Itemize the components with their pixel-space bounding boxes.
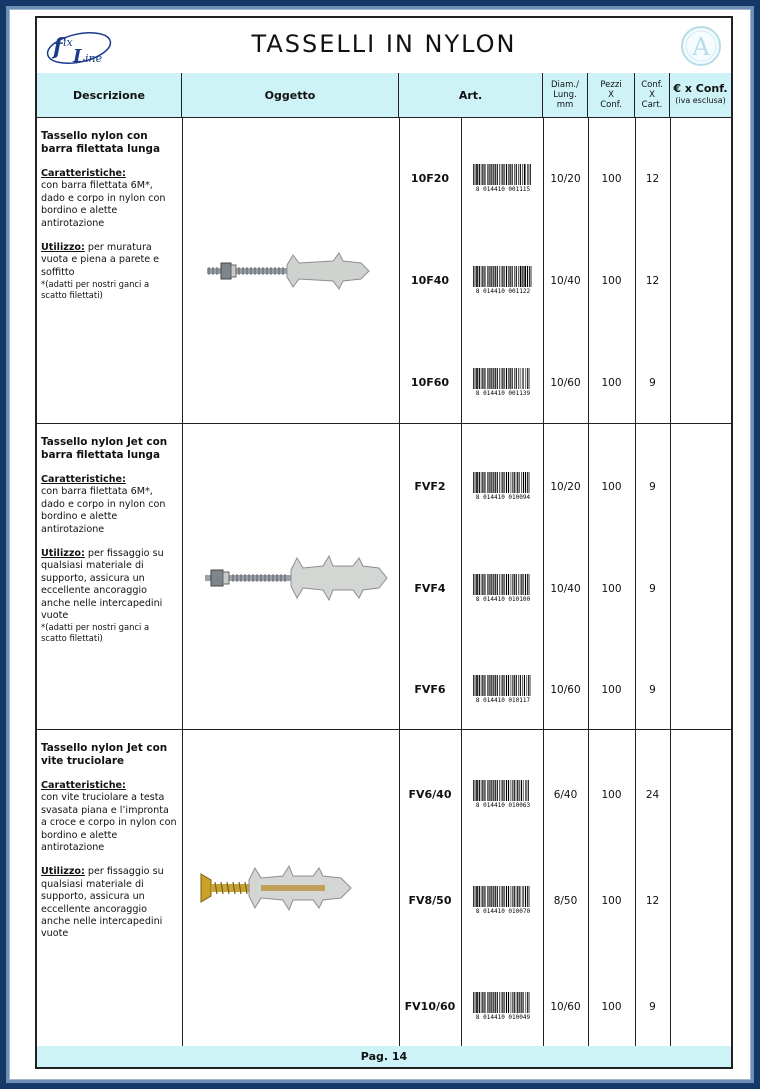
article-row — [37, 998, 731, 1018]
conf-value: 9 — [649, 583, 656, 595]
article-code: FV6/40 — [408, 788, 452, 801]
svg-text:ix: ix — [63, 36, 73, 49]
col-conf-l3: Cart. — [641, 100, 663, 110]
col-pezzi-l2: X — [608, 90, 614, 100]
article-code: FV10/60 — [404, 1000, 456, 1013]
col-diam-l2: Lung. — [553, 90, 577, 100]
page-number: Pag. 14 — [37, 1046, 731, 1067]
conf-value: 9 — [649, 377, 656, 389]
svg-text:f: f — [53, 34, 63, 60]
product-block — [37, 118, 731, 424]
diam-value: 10/20 — [550, 173, 581, 185]
article-row — [37, 478, 731, 498]
pezzi-value: 100 — [601, 275, 622, 287]
conf-value: 24 — [645, 789, 660, 801]
product-block — [37, 424, 731, 730]
conf-value: 9 — [649, 684, 656, 696]
diam-value: 10/60 — [550, 377, 581, 389]
svg-text:8 014410 001115: 8 014410 001115 — [475, 186, 531, 192]
col-conf-l2: X — [649, 90, 655, 100]
table-header — [37, 73, 731, 118]
article-row — [37, 580, 731, 600]
col-pezzi-l1: Pezzi — [600, 80, 622, 90]
page-title: TASSELLI IN NYLON — [251, 30, 517, 58]
usage-text: per fissaggio su qualsiasi materiale di supporto, assicura un eccellente ancoraggio anche nelle intercapedini vuote — [41, 548, 164, 622]
svg-text:8 014410 001122: 8 014410 001122 — [475, 288, 531, 294]
conf-value: 12 — [645, 173, 660, 185]
article-row — [37, 892, 731, 912]
characteristics-label: Caratteristiche: — [41, 780, 126, 791]
barcode — [467, 164, 539, 192]
usage-text: per fissaggio su qualsiasi materiale di supporto, assicura un eccellente ancoraggio anche nelle intercapedini vuote — [41, 866, 164, 940]
col-price-note: (iva esclusa) — [675, 96, 726, 105]
diam-value: 10/40 — [550, 275, 581, 287]
diam-value: 10/20 — [550, 481, 581, 493]
svg-text:8 014410 010070: 8 014410 010070 — [475, 908, 531, 914]
product-name: Tassello nylon Jet con barra filettata lunga — [41, 436, 168, 461]
diam-value: 10/60 — [550, 1001, 581, 1013]
col-diam — [543, 73, 588, 117]
barcode — [467, 992, 539, 1020]
catalog-sheet — [35, 16, 733, 1069]
barcode — [467, 574, 539, 602]
diam-value: 10/60 — [550, 684, 581, 696]
svg-text:8 014410 010117: 8 014410 010117 — [475, 697, 531, 703]
col-price — [670, 73, 731, 117]
article-code: FVF4 — [414, 582, 446, 595]
diam-value: 10/40 — [550, 583, 581, 595]
pezzi-value: 100 — [601, 173, 622, 185]
svg-text:ine: ine — [85, 52, 103, 65]
product-block — [37, 730, 731, 1047]
article-code: 10F20 — [410, 172, 450, 185]
diam-value: 6/40 — [553, 789, 578, 801]
svg-text:A: A — [692, 33, 710, 61]
page-frame — [9, 9, 751, 1080]
characteristics-label: Caratteristiche: — [41, 474, 126, 485]
barcode — [467, 472, 539, 500]
product-name: Tassello nylon Jet con vite truciolare — [41, 742, 168, 767]
article-code: FV8/50 — [408, 894, 452, 907]
col-oggetto: Oggetto — [182, 73, 399, 117]
barcode — [467, 266, 539, 294]
characteristics-text: con barra filettata 6M*, dado e corpo in nylon con bordino e alette antirotazione — [41, 486, 166, 535]
usage-label: Utilizzo: — [41, 866, 85, 878]
article-row — [37, 272, 731, 292]
pezzi-value: 100 — [601, 1001, 622, 1013]
col-pezzi-l3: Conf. — [600, 100, 622, 110]
col-diam-l1: Diam./ — [551, 80, 579, 90]
conf-value: 9 — [649, 1001, 656, 1013]
article-row — [37, 374, 731, 394]
pezzi-value: 100 — [601, 377, 622, 389]
pezzi-value: 100 — [601, 684, 622, 696]
threaded-rod-anchor-image — [183, 241, 399, 301]
article-code: FVF6 — [414, 683, 446, 696]
col-conf-l1: Conf. — [641, 80, 663, 90]
article-row — [37, 170, 731, 190]
pezzi-value: 100 — [601, 583, 622, 595]
svg-text:8 014410 001139: 8 014410 001139 — [475, 390, 531, 396]
col-art: Art. — [399, 73, 543, 117]
svg-text:8 014410 010049: 8 014410 010049 — [475, 1014, 531, 1020]
barcode — [467, 675, 539, 703]
article-code: 10F40 — [410, 274, 450, 287]
usage-label: Utilizzo: — [41, 548, 85, 560]
product-name: Tassello nylon con barra filettata lunga — [41, 130, 160, 155]
pezzi-value: 100 — [601, 789, 622, 801]
characteristics-label: Caratteristiche: — [41, 168, 126, 179]
diam-value: 8/50 — [553, 895, 578, 907]
conf-value: 12 — [645, 275, 660, 287]
category-badge — [679, 24, 723, 68]
product-note: *(adatti per nostri ganci a scatto filettati) — [41, 279, 150, 301]
article-row — [37, 681, 731, 701]
article-row — [37, 786, 731, 806]
barcode — [467, 886, 539, 914]
col-price-label: € x Conf. — [673, 82, 728, 95]
article-code: FVF2 — [414, 480, 446, 493]
col-descrizione: Descrizione — [37, 73, 182, 117]
usage-label: Utilizzo: — [41, 242, 85, 254]
svg-text:8 014410 010100: 8 014410 010100 — [475, 596, 531, 602]
barcode — [467, 780, 539, 808]
conf-value: 9 — [649, 481, 656, 493]
product-note: *(adatti per nostri ganci a scatto filettati) — [41, 622, 150, 644]
col-conf — [635, 73, 670, 117]
article-code: 10F60 — [410, 376, 450, 389]
characteristics-text: con barra filettata 6M*, dado e corpo in nylon con bordino e alette antirotazione — [41, 180, 166, 229]
product-description — [41, 436, 177, 644]
characteristics-text: con vite truciolare a testa svasata piana e l’impronta a croce e corpo in nylon con bordino e alette antirotazione — [41, 792, 177, 854]
svg-text:L: L — [73, 46, 86, 67]
pezzi-value: 100 — [601, 481, 622, 493]
svg-text:8 014410 010094: 8 014410 010094 — [475, 494, 531, 500]
barcode — [467, 368, 539, 396]
col-pezzi — [588, 73, 635, 117]
pezzi-value: 100 — [601, 895, 622, 907]
col-diam-l3: mm — [556, 100, 574, 110]
usage-text: per muratura vuota e piena a parete e soffitto — [41, 242, 160, 278]
title-row — [37, 18, 731, 74]
svg-text:8 014410 010063: 8 014410 010063 — [475, 802, 531, 808]
conf-value: 12 — [645, 895, 660, 907]
